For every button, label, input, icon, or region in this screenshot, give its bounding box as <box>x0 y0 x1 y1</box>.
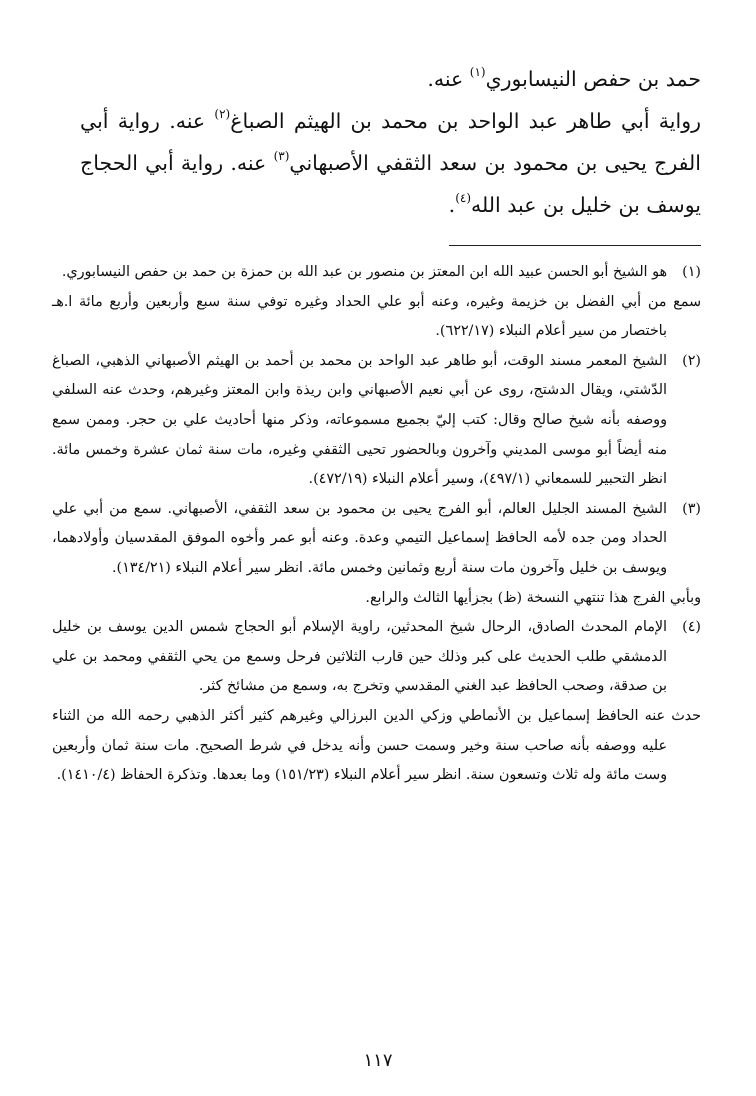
main-paragraph-2-part1: رواية أبي طاهر عبد الواحد بن محمد بن الهيثم الصباغ <box>230 109 701 133</box>
footnote-3 <box>52 495 701 584</box>
footnote-ref-4[interactable]: (٤) <box>455 191 472 205</box>
page-number: ١١٧ <box>363 1050 393 1071</box>
footnote-2-text: الشيخ المعمر مسند الوقت، أبو طاهر عبد الواحد بن محمد بن أحمد بن الهيثم الأصبهاني الذهبي، الصباغ الدّشتي، ويقال الدشتج، روى عن أبي نعيم الأصبهاني وابن ريذة وابن المعتز وغيرهم، وحدث عنه السلفي ووصفه بأنه شيخ صالح وقال: كتب إليّ بجميع مسموعاته، وذكر منها أحاديث علي بن حجر. وممن سمع منه أيضاً أبو موسى المديني وآخرون وبالحضور تحيى الثقفي وغيره، مات سنة ثمان عشرة وخمس مائة. انظر التحبير للسمعاني (٤٩٧/١)، وسير أعلام النبلاء (٤٧٢/١٩). <box>52 352 667 488</box>
main-line-1 <box>80 58 701 100</box>
footnotes <box>52 258 701 791</box>
main-text <box>80 58 701 226</box>
footnote-4-text: الإمام المحدث الصادق، الرحال شيخ المحدثين، راوية الإسلام أبو الحجاج شمس الدين يوسف بن خليل الدمشقي طلب الحديث على كبر وذلك حين قارب الثلاثين فرحل وسمع من يحي الثقفي ومحمد بن علي بن صدقة، وصحب الحافظ عبد الغني المقدسي وتخرج به، وسمع من مشائخ كثر. <box>52 619 667 695</box>
footnote-separator <box>449 245 701 246</box>
footnote-number-4: (٤) <box>682 619 701 636</box>
footnote-number-1: (١) <box>682 264 701 280</box>
footnote-4 <box>52 613 701 791</box>
footnote-ref-3[interactable]: (٣) <box>273 149 290 163</box>
footnote-number-3: (٣) <box>682 500 701 517</box>
main-paragraph-2-part3: عنه. رواية أبي الحجاج يوسف بن خليل بن عبد الله <box>80 151 701 217</box>
footnote-3-text: الشيخ المسند الجليل العالم، أبو الفرج يحيى بن محمود بن سعد الثقفي، الأصبهاني. سمع من أبي علي الحداد ومن جده لأمه الحافظ إسماعيل التيمي وعدة. وعنه أبو عمر وأخوه الموفق المقدسيان وأولادهما، ويوسف بن خليل وآخرون مات سنة أربع وثمانين وخمس مائة. انظر سير أعلام النبلاء (١٣٤/٢١). <box>52 500 667 576</box>
footnote-2 <box>52 347 701 495</box>
main-line-1-tail: عنه. <box>427 67 470 91</box>
main-line-1-text: حمد بن حفص النيسابوري <box>485 67 701 91</box>
footnote-aside: وبأبي الفرج هذا تنتهي النسخة (ظ) بجزأيها الثالث والرابع. <box>365 589 701 606</box>
main-paragraph-2 <box>80 100 701 226</box>
footnote-ref-1[interactable]: (١) <box>469 65 486 79</box>
footnote-1-text: هو الشيخ أبو الحسن عبيد الله ابن المعتز بن منصور بن عبد الله بن حمزة بن حمد بن حفص النيسابوري. <box>61 264 667 280</box>
main-paragraph-2-part2: عنه. رواية أبي الفرج يحيى بن محمود بن سعد الثقفي الأصبهاني <box>80 109 701 175</box>
footnote-4-continuation: حدث عنه الحافظ إسماعيل بن الأنماطي وزكي الدين البرزالي وغيرهم كثير أكثر الذهبي رحمه الله من الثناء عليه ووصفه بأنه صاحب سنة وخير وسمت حسن وأنه يدخل في شرط الصحيح. مات سنة ثمان وأربعين وست مائة وله ثلاث وتسعون سنة. انظر سير أعلام النبلاء (١٥١/٢٣) وما بعدها. وتذكرة الحفاظ (١٤١٠/٤). <box>52 707 701 784</box>
footnote-ref-2[interactable]: (٢) <box>214 107 231 121</box>
footnote-1 <box>52 258 701 347</box>
footnote-1-continuation: سمع من أبي الفضل بن خزيمة وغيره، وعنه أبو علي الحداد وغيره توفي سنة سبع وأربعين وأربع مائة ا.هـ باختصار من سير أعلام النبلاء (٦٢٢/١٧). <box>52 293 701 340</box>
footnote-number-2: (٢) <box>682 352 701 369</box>
main-paragraph-2-end: . <box>448 193 456 217</box>
